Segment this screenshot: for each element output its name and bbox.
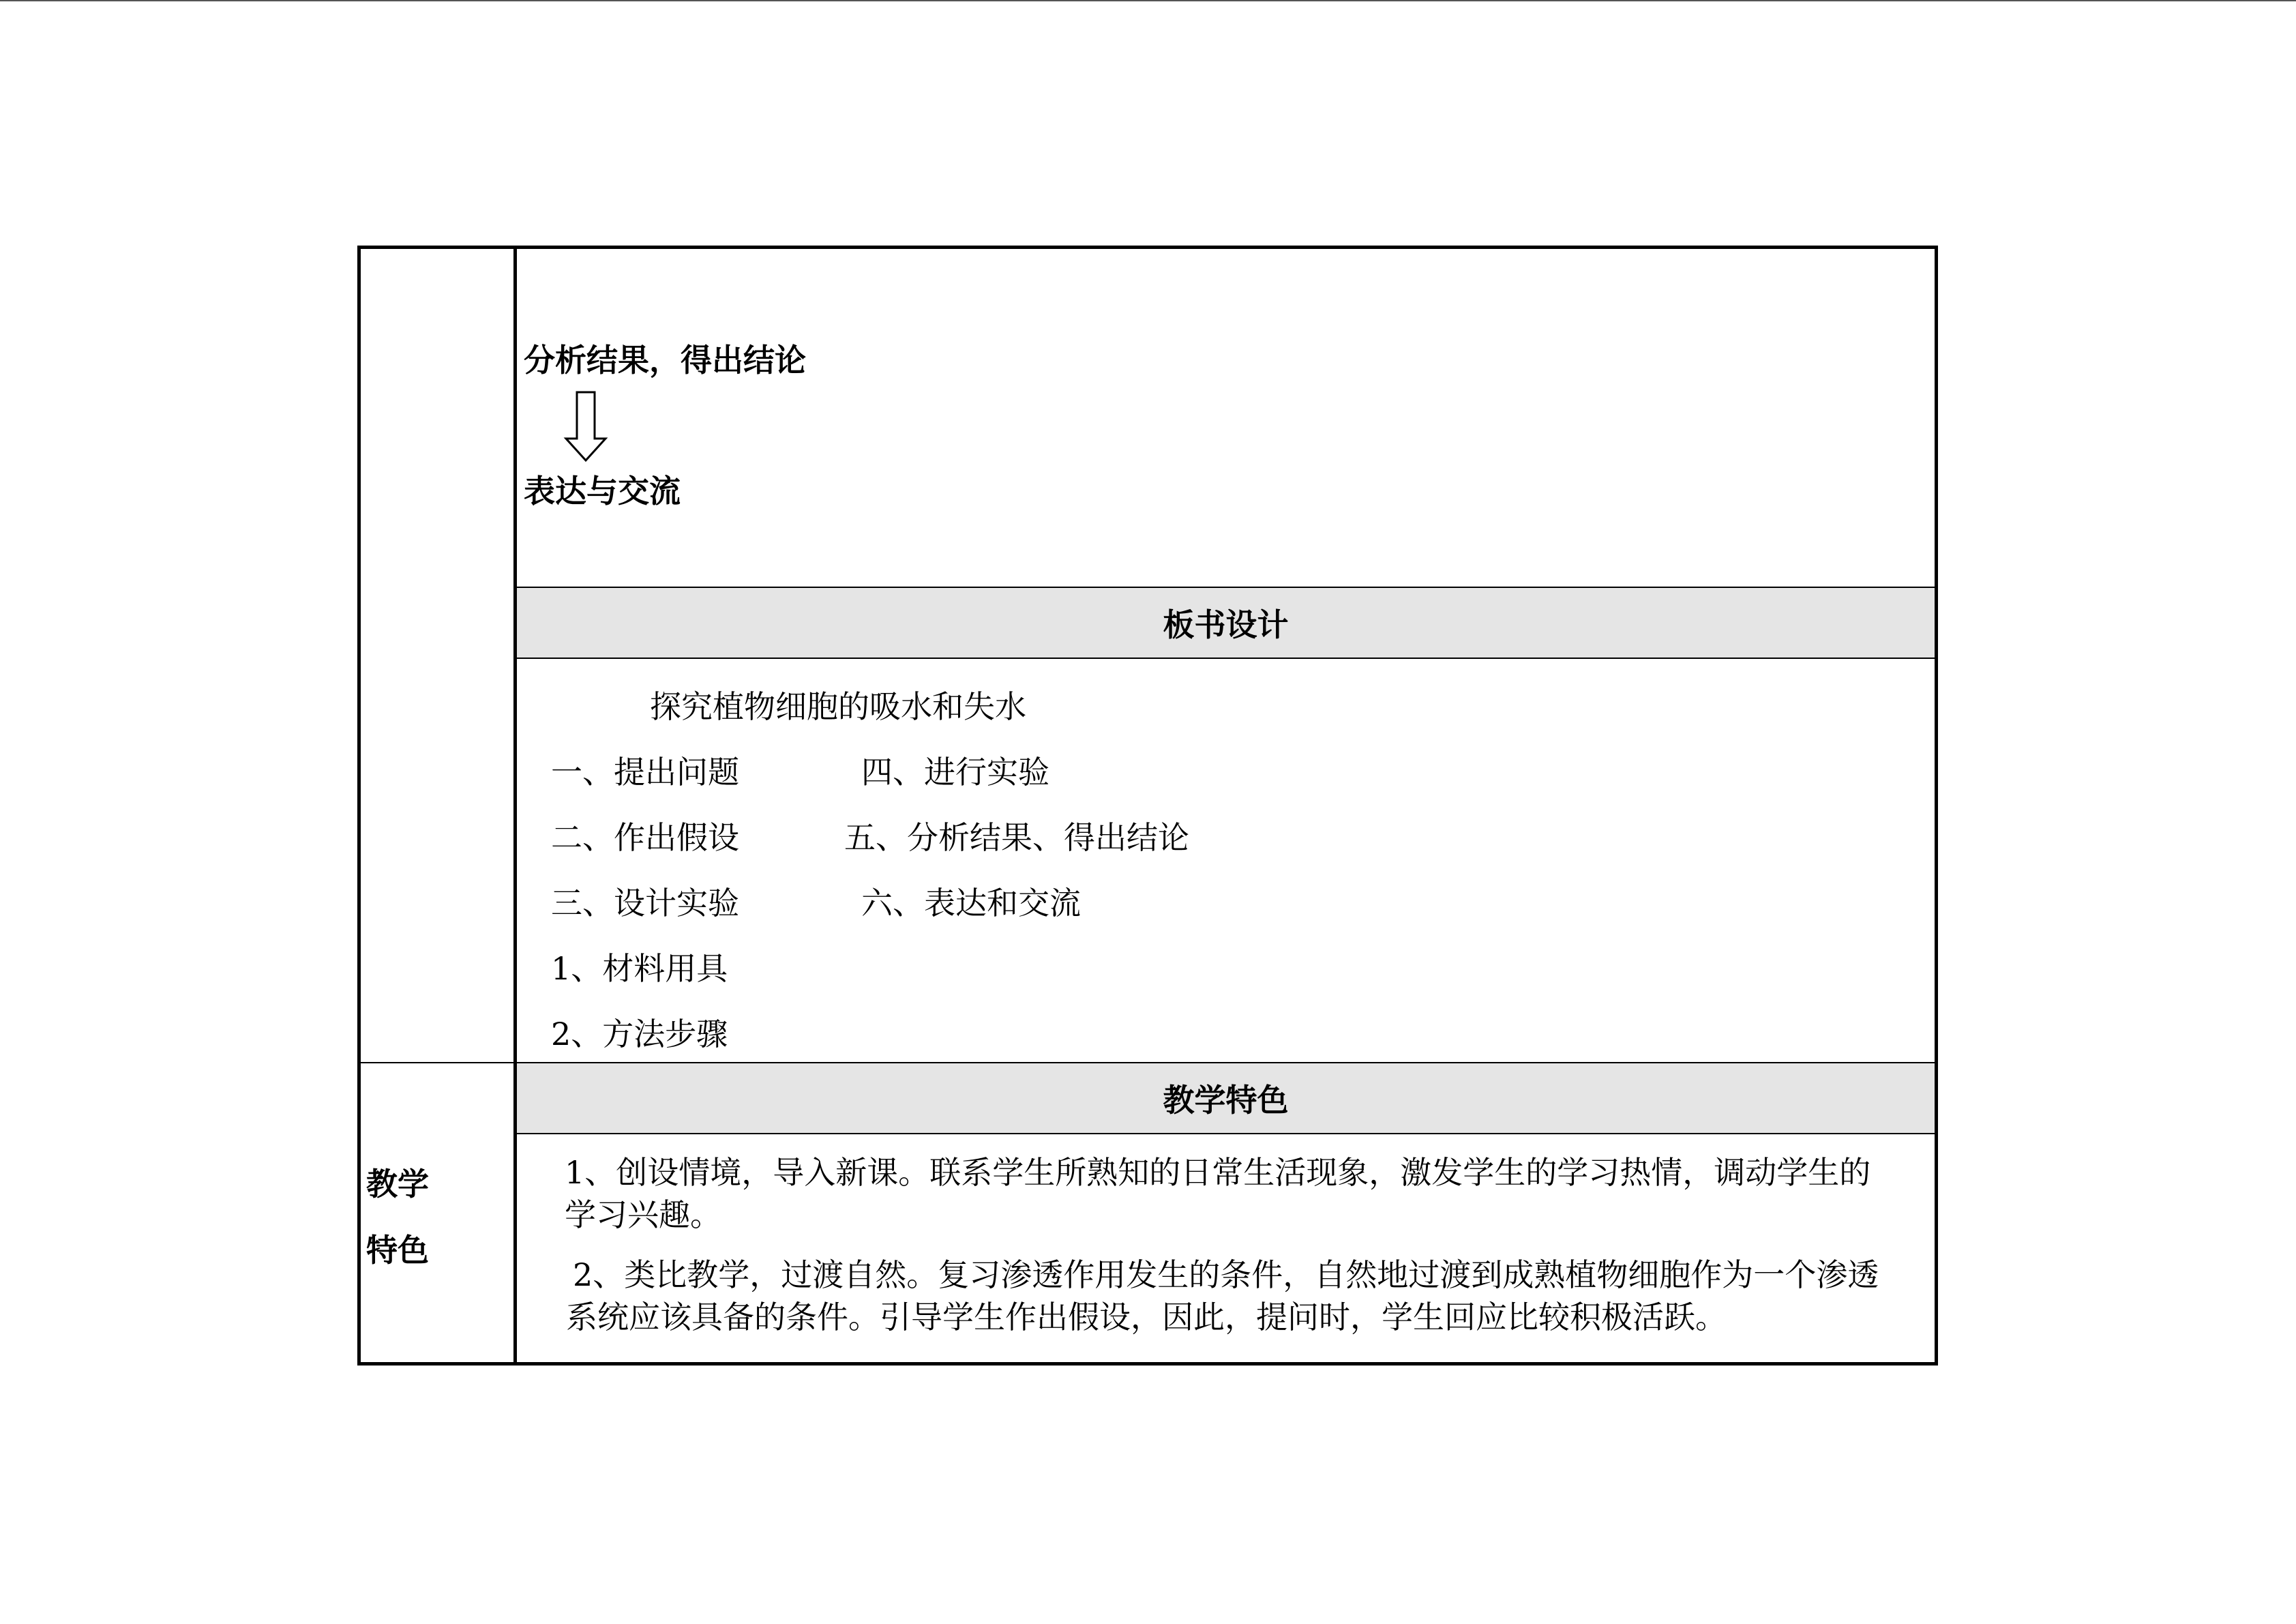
board-item-left: 二、作出假设 — [551, 819, 739, 856]
board-sub-item: 2、方法步骤 — [551, 1016, 728, 1052]
board-item-left: 三、设计实验 — [551, 885, 739, 921]
flow-step-analyze: 分析结果，得出结论 — [524, 342, 806, 379]
board-item-right: 四、进行实验 — [861, 754, 1049, 791]
left-label-column — [361, 249, 517, 1362]
teaching-feature-point: 1、创设情境，导入新课。联系学生所熟知的日常生活现象，激发学生的学习热情，调动学生的学习兴趣。 — [565, 1154, 1871, 1233]
row-divider — [361, 1062, 517, 1063]
board-item-left: 一、提出问题 — [551, 754, 739, 791]
teaching-features-header: 教学特色 — [517, 1062, 1935, 1134]
board-sub-item: 1、材料用具 — [551, 950, 728, 987]
board-design-title: 探究植物细胞的吸水和失水 — [650, 688, 1026, 725]
board-item-right: 六、表达和交流 — [861, 885, 1081, 921]
down-arrow-icon — [563, 391, 608, 462]
teaching-feature-point: 2、类比教学，过渡自然。复习渗透作用发生的条件，自然地过渡到成熟植物细胞作为一个渗透系统应该具备的条件。引导学生作出假设，因此，提问时，学生回应比较积极活跃。 — [566, 1256, 1879, 1335]
teaching-features-label-line2: 特色 — [366, 1232, 429, 1269]
board-design-header: 板书设计 — [517, 587, 1935, 659]
flow-step-express: 表达与交流 — [524, 473, 681, 510]
lesson-plan-table — [357, 246, 1938, 1365]
page-top-border — [0, 0, 2296, 1]
content-column — [517, 249, 1935, 1362]
teaching-features-label-line1: 教学 — [366, 1166, 429, 1202]
board-item-right: 五、分析结果、得出结论 — [844, 819, 1189, 856]
